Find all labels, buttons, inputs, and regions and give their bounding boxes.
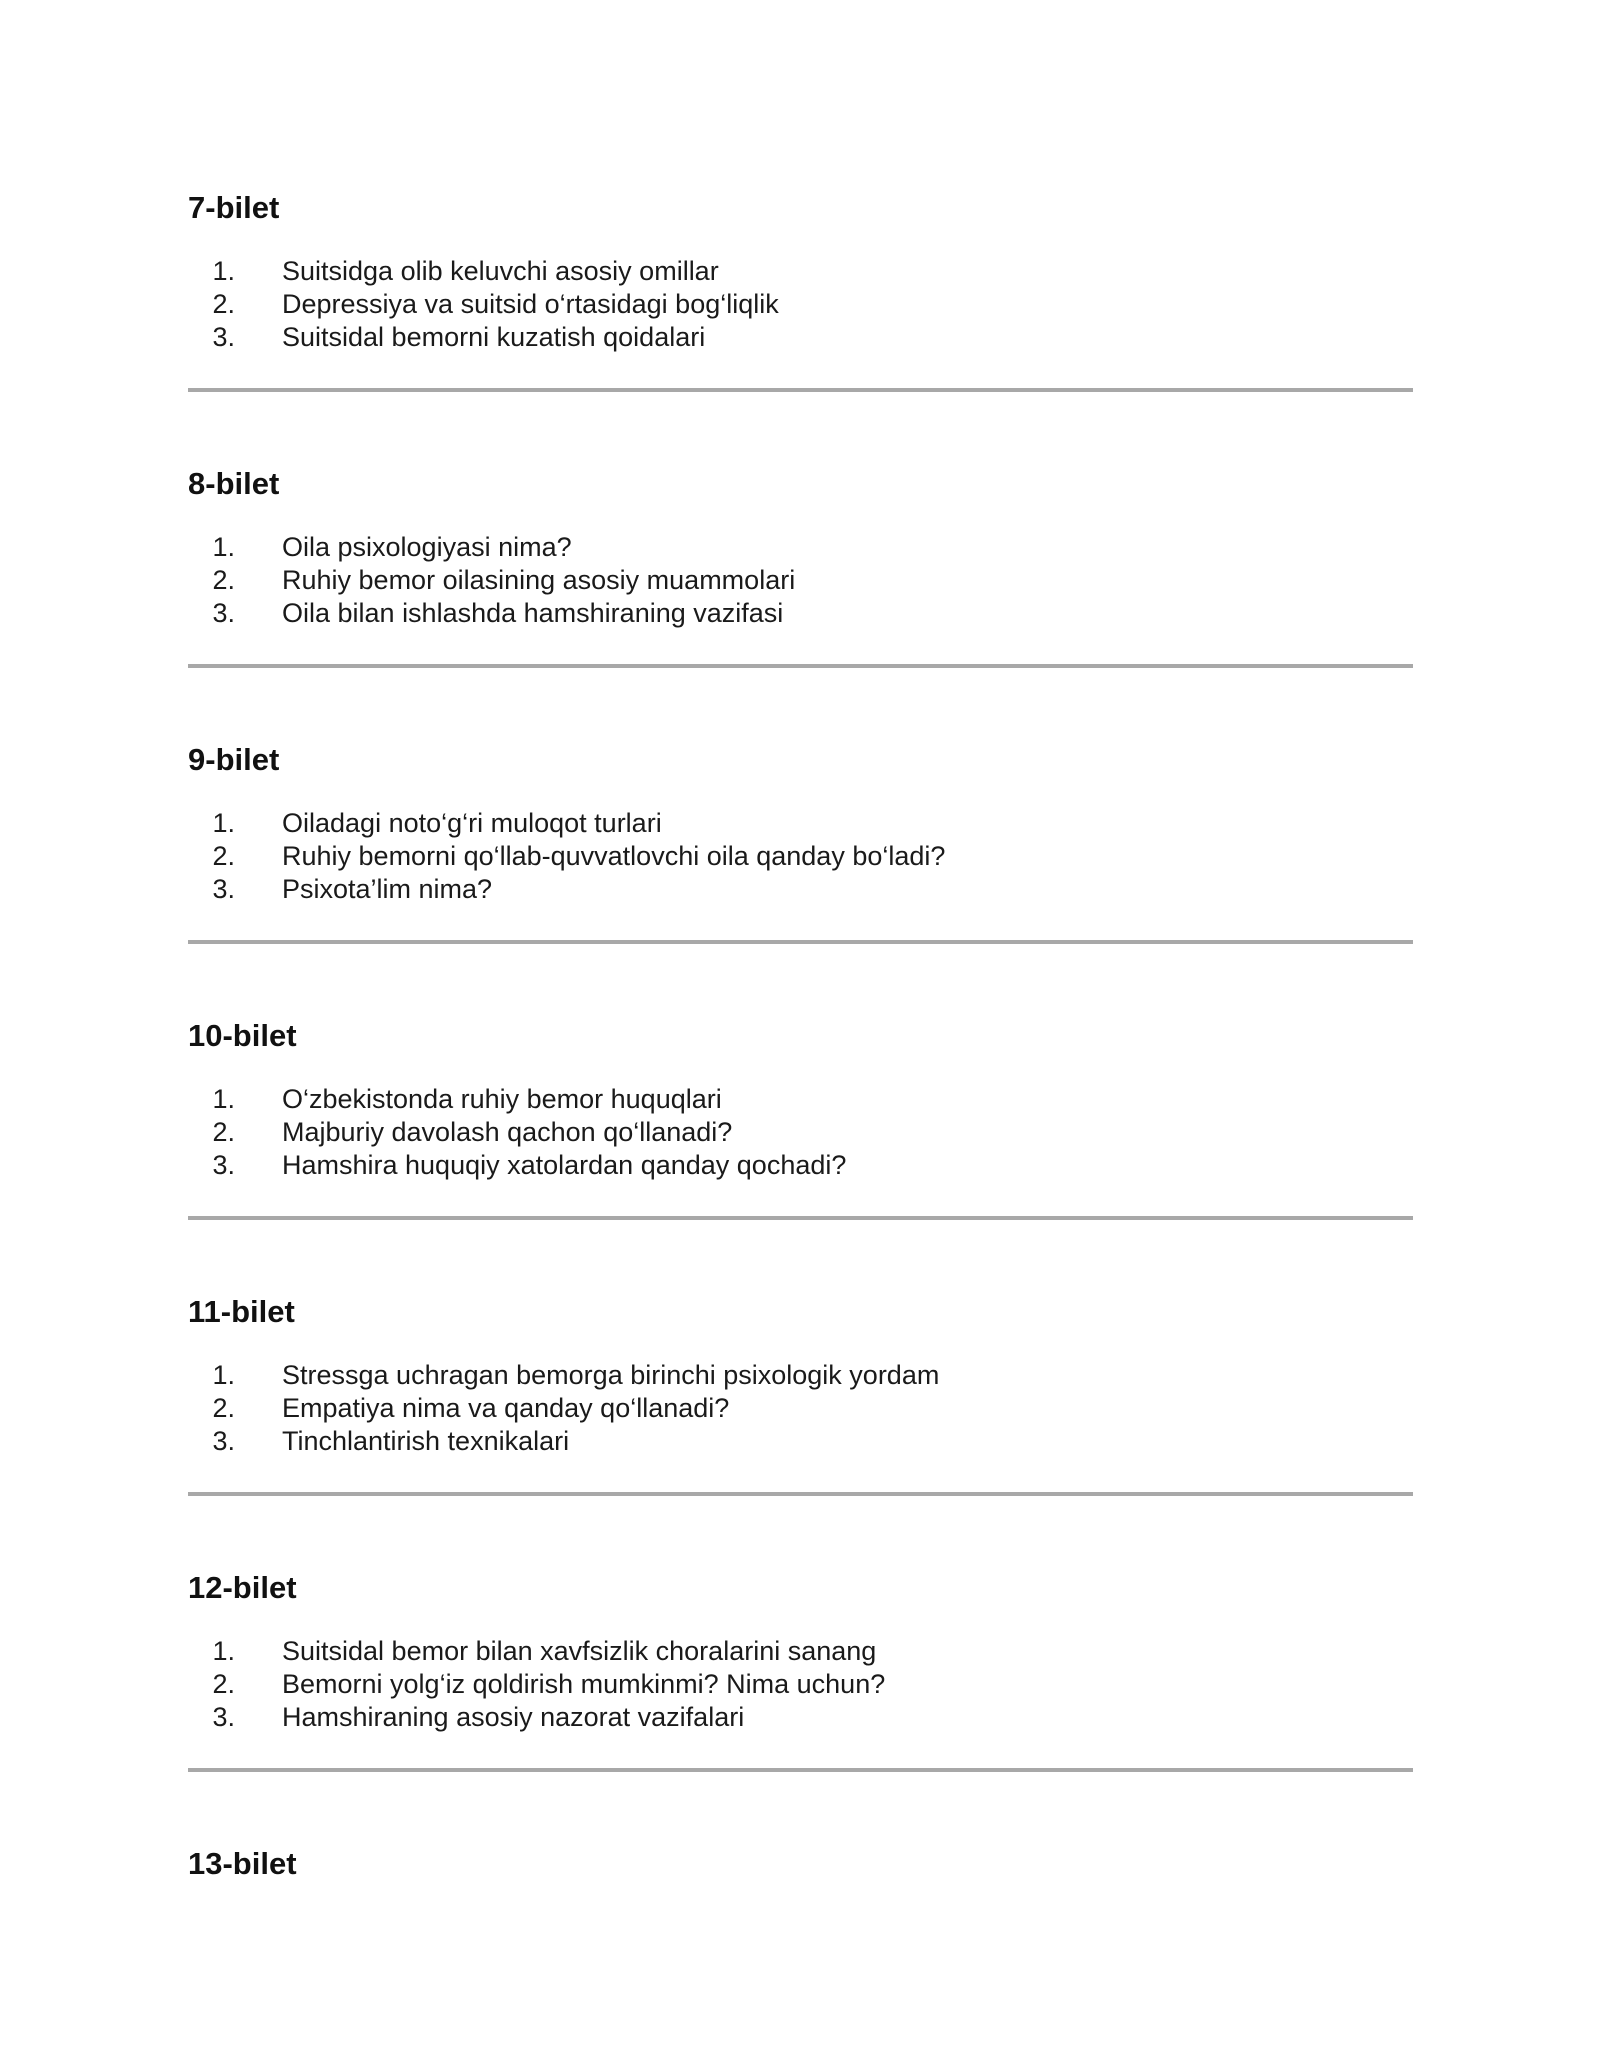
question-text: O‘zbekistonda ruhiy bemor huquqlari bbox=[282, 1084, 722, 1114]
question-item bbox=[188, 873, 1413, 906]
question-text: Suitsidga olib keluvchi asosiy omillar bbox=[282, 256, 719, 286]
question-number: 3. bbox=[212, 598, 235, 628]
question-text: Suitsidal bemorni kuzatish qoidalari bbox=[282, 322, 706, 352]
question-item bbox=[188, 1668, 1413, 1701]
question-item bbox=[188, 1083, 1413, 1116]
question-text: Bemorni yolg‘iz qoldirish mumkinmi? Nima uchun? bbox=[282, 1669, 886, 1699]
question-text: Tinchlantirish texnikalari bbox=[282, 1426, 570, 1456]
ticket-12 bbox=[188, 1560, 1413, 1836]
question-list bbox=[188, 1635, 1413, 1734]
horizontal-rule bbox=[188, 664, 1413, 668]
question-list bbox=[188, 255, 1413, 354]
ticket-title: 8-bilet bbox=[188, 466, 280, 501]
horizontal-rule bbox=[188, 1768, 1413, 1772]
question-item bbox=[188, 321, 1413, 354]
question-list bbox=[188, 1083, 1413, 1182]
question-number: 3. bbox=[212, 874, 235, 904]
document-page bbox=[188, 180, 1413, 1956]
ticket-9 bbox=[188, 732, 1413, 1008]
question-number: 3. bbox=[212, 1150, 235, 1180]
question-item bbox=[188, 840, 1413, 873]
ticket-13 bbox=[188, 1836, 1413, 1956]
question-number: 1. bbox=[212, 256, 235, 286]
question-number: 3. bbox=[212, 1426, 235, 1456]
question-number: 2. bbox=[212, 289, 235, 319]
question-item bbox=[188, 1701, 1413, 1734]
question-number: 3. bbox=[212, 322, 235, 352]
question-number: 1. bbox=[212, 808, 235, 838]
question-list bbox=[188, 1359, 1413, 1458]
question-item bbox=[188, 1392, 1413, 1425]
ticket-title: 7-bilet bbox=[188, 190, 280, 225]
question-item bbox=[188, 531, 1413, 564]
question-item bbox=[188, 255, 1413, 288]
question-number: 1. bbox=[212, 1084, 235, 1114]
question-text: Oiladagi noto‘g‘ri muloqot turlari bbox=[282, 808, 662, 838]
question-item bbox=[188, 1359, 1413, 1392]
question-text: Hamshiraning asosiy nazorat vazifalari bbox=[282, 1702, 745, 1732]
question-text: Suitsidal bemor bilan xavfsizlik choralarini sanang bbox=[282, 1636, 877, 1666]
question-text: Hamshira huquqiy xatolardan qanday qochadi? bbox=[282, 1150, 847, 1180]
question-item bbox=[188, 1635, 1413, 1668]
question-number: 1. bbox=[212, 1636, 235, 1666]
question-number: 2. bbox=[212, 1669, 235, 1699]
question-text: Ruhiy bemor oilasining asosiy muammolari bbox=[282, 565, 796, 595]
question-text: Oila psixologiyasi nima? bbox=[282, 532, 572, 562]
question-item bbox=[188, 807, 1413, 840]
question-item bbox=[188, 564, 1413, 597]
question-item bbox=[188, 1425, 1413, 1458]
ticket-8 bbox=[188, 456, 1413, 732]
question-item bbox=[188, 1116, 1413, 1149]
ticket-title: 13-bilet bbox=[188, 1846, 297, 1881]
question-number: 3. bbox=[212, 1702, 235, 1732]
question-number: 2. bbox=[212, 1117, 235, 1147]
question-number: 1. bbox=[212, 532, 235, 562]
question-item bbox=[188, 597, 1413, 630]
horizontal-rule bbox=[188, 1492, 1413, 1496]
question-text: Depressiya va suitsid o‘rtasidagi bog‘liqlik bbox=[282, 289, 779, 319]
ticket-11 bbox=[188, 1284, 1413, 1560]
question-text: Stressga uchragan bemorga birinchi psixologik yordam bbox=[282, 1360, 940, 1390]
question-number: 2. bbox=[212, 565, 235, 595]
question-text: Majburiy davolash qachon qo‘llanadi? bbox=[282, 1117, 733, 1147]
horizontal-rule bbox=[188, 940, 1413, 944]
ticket-title: 9-bilet bbox=[188, 742, 280, 777]
question-text: Oila bilan ishlashda hamshiraning vazifasi bbox=[282, 598, 784, 628]
question-text: Ruhiy bemorni qo‘llab-quvvatlovchi oila qanday bo‘ladi? bbox=[282, 841, 946, 871]
question-number: 2. bbox=[212, 1393, 235, 1423]
question-list bbox=[188, 531, 1413, 630]
ticket-title: 11-bilet bbox=[188, 1294, 295, 1329]
question-text: Psixota’lim nima? bbox=[282, 874, 493, 904]
question-number: 1. bbox=[212, 1360, 235, 1390]
ticket-title: 12-bilet bbox=[188, 1570, 297, 1605]
question-number: 2. bbox=[212, 841, 235, 871]
horizontal-rule bbox=[188, 1216, 1413, 1220]
horizontal-rule bbox=[188, 388, 1413, 392]
question-list bbox=[188, 807, 1413, 906]
ticket-7 bbox=[188, 180, 1413, 456]
ticket-title: 10-bilet bbox=[188, 1018, 297, 1053]
question-item bbox=[188, 288, 1413, 321]
question-text: Empatiya nima va qanday qo‘llanadi? bbox=[282, 1393, 730, 1423]
question-item bbox=[188, 1149, 1413, 1182]
ticket-10 bbox=[188, 1008, 1413, 1284]
